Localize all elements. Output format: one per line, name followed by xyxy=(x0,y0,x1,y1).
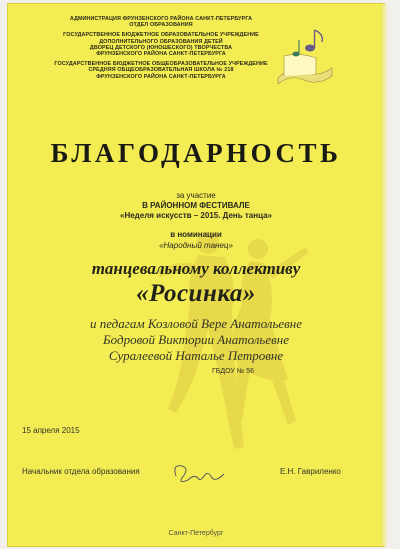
header-line: ГОСУДАРСТВЕННОЕ БЮДЖЕТНОЕ ОБЩЕОБРАЗОВАТЕЛЬНОЕ УЧРЕЖДЕНИЕ xyxy=(54,61,268,68)
nomination-name: «Народный танец» xyxy=(159,241,233,250)
teacher-line: и педагам Козловой Вере Анатольевне xyxy=(89,316,303,331)
collective-label: танцевальному коллективу xyxy=(91,259,301,278)
header-line: СРЕДНЯЯ ОБЩЕОБРАЗОВАТЕЛЬНАЯ ШКОЛА № 218 xyxy=(88,67,234,74)
festival-text: В РАЙОННОМ ФЕСТИВАЛЕ xyxy=(142,201,250,210)
signer-title: Начальник отдела образования xyxy=(22,467,140,476)
header-line: ОТДЕЛ ОБРАЗОВАНИЯ xyxy=(129,22,193,29)
school-name: ГБДОУ № 56 xyxy=(212,368,255,375)
signature xyxy=(168,460,238,486)
certificate-sheet xyxy=(8,4,384,546)
header-line: ДВОРЕЦ ДЕТСКОГО (ЮНОШЕСКОГО) ТВОРЧЕСТВА xyxy=(89,44,233,51)
certificate-title: БЛАГОДАРНОСТЬ xyxy=(50,138,342,168)
teacher-line: Бодровой Виктории Анатольевне xyxy=(103,332,289,347)
city: Санкт-Петербург xyxy=(168,530,224,537)
teacher-line: Суралеевой Наталье Петровне xyxy=(108,348,284,363)
header-line: ДОПОЛНИТЕЛЬНОГО ОБРАЗОВАНИЯ ДЕТЕЙ xyxy=(99,38,223,45)
header-line: ФРУНЗЕНСКОГО РАЙОНА САНКТ-ПЕТЕРБУРГА xyxy=(96,51,226,58)
header-line: ФРУНЗЕНСКОГО РАЙОНА САНКТ-ПЕТЕРБУРГА xyxy=(96,73,226,80)
header-line: АДМИНИСТРАЦИЯ ФРУНЗЕНСКОГО РАЙОНА САНКТ-ПЕТЕРБУРГА xyxy=(69,16,253,22)
header-block xyxy=(36,16,286,80)
collective-name: «Росинка» xyxy=(136,280,256,307)
nomination-label: в номинации xyxy=(170,230,222,239)
participation-text: за участие xyxy=(176,191,216,200)
date: 15 апреля 2015 xyxy=(22,426,80,435)
event-name: «Неделя искусств – 2015. День танца» xyxy=(120,211,272,220)
signer-name: Е.Н. Гавриленко xyxy=(280,467,341,476)
music-note-logo-icon xyxy=(270,26,338,96)
header-line: ГОСУДАРСТВЕННОЕ БЮДЖЕТНОЕ ОБРАЗОВАТЕЛЬНОЕ УЧРЕЖДЕНИЕ xyxy=(63,32,259,39)
